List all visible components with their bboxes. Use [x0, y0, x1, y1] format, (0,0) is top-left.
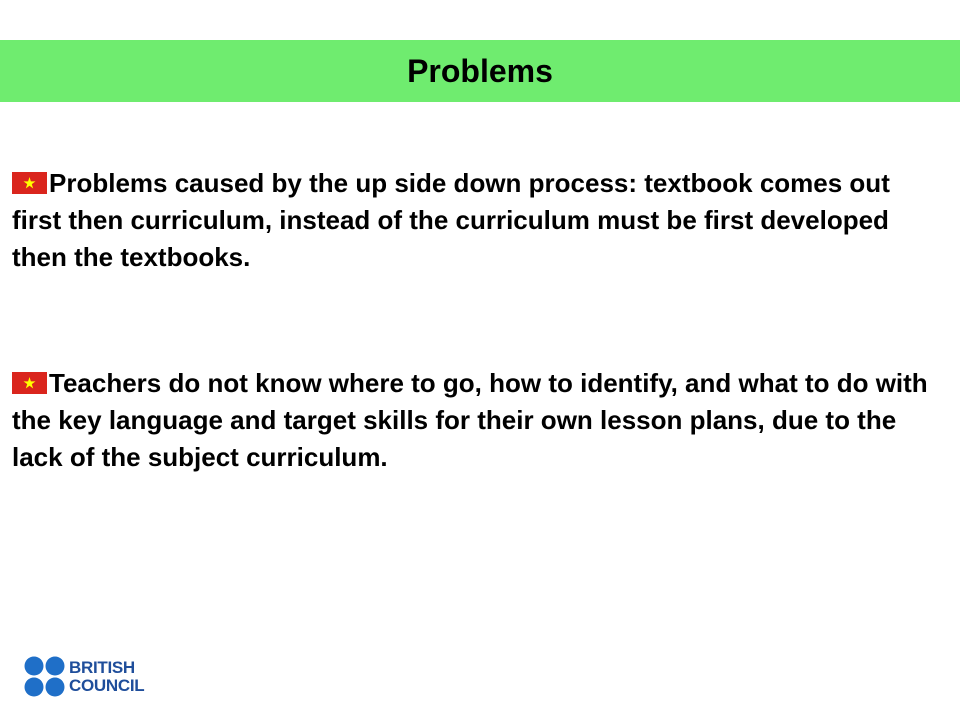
bullet-item — [12, 365, 932, 476]
bullet-text: Problems caused by the up side down process: textbook comes out first then curriculum, instead of the curriculum must be first developed then the textbooks. — [12, 168, 890, 272]
vietnam-flag-icon — [12, 172, 47, 194]
british-council-logo — [24, 656, 144, 698]
logo-line-1: BRITISH — [69, 658, 135, 677]
bullet-item — [12, 165, 932, 276]
logo-dots-icon — [24, 656, 66, 698]
logo-wordmark — [69, 659, 144, 695]
bullet-text: Teachers do not know where to go, how to identify, and what to do with the key language and target skills for their own lesson plans, due to the lack of the subject curriculum. — [12, 368, 928, 472]
vietnam-flag-icon — [12, 372, 47, 394]
logo-line-2: COUNCIL — [69, 676, 145, 695]
title-bar — [0, 40, 960, 102]
slide-title: Problems — [407, 52, 553, 89]
